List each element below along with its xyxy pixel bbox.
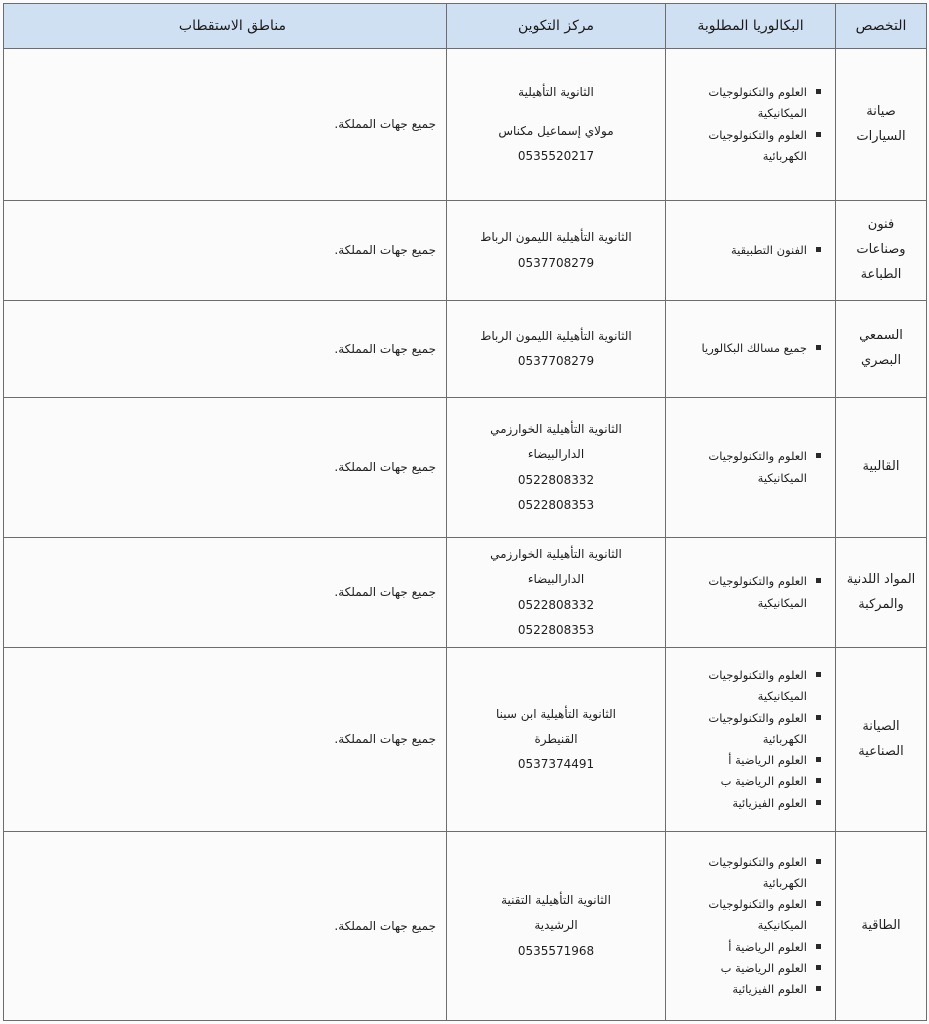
table-row — [4, 832, 927, 1021]
baccalaureate-list — [672, 571, 821, 614]
baccalaureate-item: العلوم الفيزيائية — [672, 793, 821, 814]
baccalaureate-item: الفنون التطبيقية — [672, 240, 821, 261]
table-row — [4, 301, 927, 398]
region-cell: جميع جهات المملكة. — [4, 398, 447, 538]
center-phone: 0522808332 — [517, 472, 595, 487]
center-phone: 0522808353 — [517, 497, 595, 512]
baccalaureate-list — [672, 852, 821, 1001]
center-name: الثانوية التأهيلية الليمون الرباط — [480, 230, 632, 245]
baccalaureate-cell — [666, 201, 836, 301]
baccalaureate-list — [672, 665, 821, 814]
training-center-cell — [447, 201, 666, 301]
center-phone: 0522808353 — [517, 622, 595, 637]
table-row — [4, 398, 927, 538]
training-center-cell — [447, 832, 666, 1021]
baccalaureate-list — [672, 240, 821, 261]
region-cell: جميع جهات المملكة. — [4, 538, 447, 648]
region-cell: جميع جهات المملكة. — [4, 832, 447, 1021]
header-specialty: التخصص — [836, 4, 927, 49]
table-header — [4, 4, 927, 49]
table-row — [4, 648, 927, 832]
header-regions: مناطق الاستقطاب — [4, 4, 447, 49]
center-name: القنيطرة — [534, 731, 578, 746]
table-row — [4, 49, 927, 201]
table-header-row — [4, 4, 927, 49]
baccalaureate-item: العلوم والتكنولوجيات الكهربائية — [672, 125, 821, 168]
baccalaureate-item: العلوم والتكنولوجيات الميكانيكية — [672, 446, 821, 489]
baccalaureate-item: العلوم الرياضية ب — [672, 958, 821, 979]
specialty-name: الطباعة — [860, 266, 902, 282]
specialty-name: صيانة السيارات — [856, 103, 906, 144]
baccalaureate-cell — [666, 398, 836, 538]
center-name: الدارالبيضاء — [527, 572, 585, 587]
region-cell: جميع جهات المملكة. — [4, 648, 447, 832]
center-name: الثانوية التأهيلية — [518, 84, 594, 99]
baccalaureate-cell — [666, 301, 836, 398]
baccalaureate-item: العلوم والتكنولوجيات الكهربائية — [672, 852, 821, 895]
training-center-cell — [447, 301, 666, 398]
programs-table — [3, 3, 927, 1021]
table-row — [4, 538, 927, 648]
center-name: مولاي إسماعيل مكناس — [498, 123, 614, 138]
center-phone: 0537708279 — [517, 354, 595, 368]
region-cell: جميع جهات المملكة. — [4, 201, 447, 301]
baccalaureate-list — [672, 82, 821, 167]
specialty-cell — [836, 648, 927, 832]
specialty-name: الطاقية — [861, 917, 901, 933]
training-center-cell — [447, 398, 666, 538]
specialty-name: والمركبة — [858, 596, 904, 612]
baccalaureate-cell — [666, 648, 836, 832]
baccalaureate-item: العلوم الرياضية أ — [672, 937, 821, 958]
baccalaureate-item: العلوم والتكنولوجيات الميكانيكية — [672, 894, 821, 937]
center-name: الثانوية التأهيلية ابن سينا — [495, 706, 617, 721]
center-phone: 0535571968 — [517, 943, 595, 958]
training-center-cell — [447, 538, 666, 648]
training-center-cell — [447, 648, 666, 832]
center-phone: 0535520217 — [517, 149, 595, 164]
baccalaureate-item: العلوم والتكنولوجيات الميكانيكية — [672, 665, 821, 708]
center-name: الرشيدية — [534, 918, 578, 933]
specialty-cell — [836, 538, 927, 648]
baccalaureate-cell — [666, 538, 836, 648]
baccalaureate-item: جميع مسالك البكالوريا — [672, 338, 821, 359]
specialty-cell — [836, 201, 927, 301]
specialty-cell — [836, 301, 927, 398]
baccalaureate-cell — [666, 832, 836, 1021]
region-cell: جميع جهات المملكة. — [4, 301, 447, 398]
baccalaureate-cell — [666, 49, 836, 201]
center-name: الدارالبيضاء — [527, 447, 585, 462]
table-row — [4, 201, 927, 301]
center-name: الثانوية التأهيلية الخوارزمي — [490, 422, 622, 437]
baccalaureate-item: العلوم والتكنولوجيات الكهربائية — [672, 708, 821, 751]
table-body — [4, 49, 927, 1021]
specialty-name: المواد اللدنية — [846, 571, 916, 587]
spacer — [455, 105, 657, 119]
region-cell: جميع جهات المملكة. — [4, 49, 447, 201]
center-name: الثانوية التأهيلية الليمون الرباط — [480, 328, 632, 343]
header-baccalaureate: البكالوريا المطلوبة — [666, 4, 836, 49]
baccalaureate-list — [672, 338, 821, 359]
specialty-name: القالبية — [862, 459, 900, 475]
specialty-name: الصيانة — [862, 718, 900, 734]
baccalaureate-item: العلوم الفيزيائية — [672, 979, 821, 1000]
specialty-name: الصناعية — [858, 743, 904, 759]
specialty-name: السمعي البصري — [859, 328, 903, 368]
specialty-name: فنون وصناعات — [856, 217, 906, 258]
header-training-center: مركز التكوين — [447, 4, 666, 49]
baccalaureate-item: العلوم الرياضية أ — [672, 750, 821, 771]
center-name: الثانوية التأهيلية الخوارزمي — [490, 547, 622, 562]
center-phone: 0537374491 — [517, 757, 595, 772]
baccalaureate-item: العلوم والتكنولوجيات الميكانيكية — [672, 82, 821, 125]
specialty-cell — [836, 49, 927, 201]
specialty-cell — [836, 398, 927, 538]
specialty-cell — [836, 832, 927, 1021]
baccalaureate-list — [672, 446, 821, 489]
center-name: الثانوية التأهيلية التقنية — [501, 893, 611, 908]
baccalaureate-item: العلوم والتكنولوجيات الميكانيكية — [672, 571, 821, 614]
center-phone: 0522808332 — [517, 597, 595, 612]
baccalaureate-item: العلوم الرياضية ب — [672, 771, 821, 792]
center-phone: 0537708279 — [517, 255, 595, 270]
training-center-cell — [447, 49, 666, 201]
